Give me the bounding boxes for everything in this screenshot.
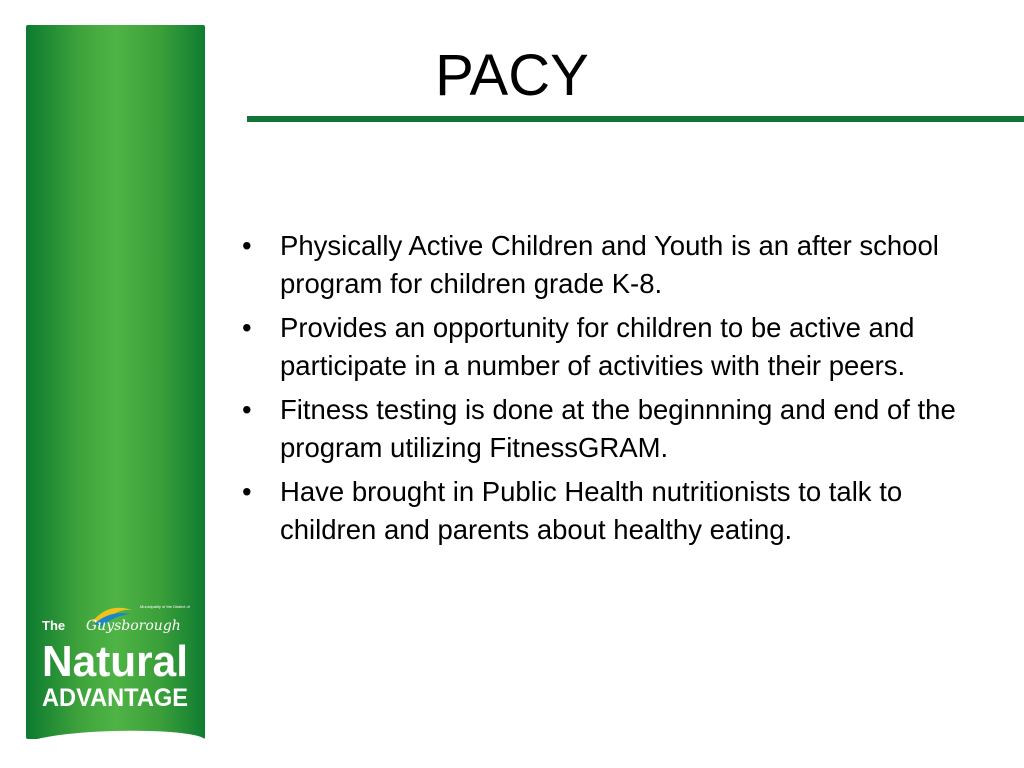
bullet-list bbox=[240, 227, 970, 555]
logo-municipality-text: Municipality of the District of bbox=[140, 604, 190, 609]
logo-graphic bbox=[40, 600, 192, 712]
list-item bbox=[240, 473, 970, 549]
title-underline-rule bbox=[247, 116, 1024, 122]
bullet-text: Physically Active Children and Youth is an after school program for children grade K-8. bbox=[280, 230, 939, 299]
logo-advantage-text: ADVANTAGE bbox=[42, 684, 188, 712]
bullet-text: Have brought in Public Health nutritionists to talk to children and parents about healthy eating. bbox=[280, 476, 903, 545]
logo-place-text: Guysborough bbox=[86, 618, 181, 634]
list-item bbox=[240, 309, 970, 385]
bullet-dot-icon: • bbox=[242, 230, 252, 261]
natural-advantage-logo bbox=[40, 600, 192, 712]
bullet-text: Provides an opportunity for children to be active and participate in a number of activities with their peers. bbox=[280, 312, 915, 381]
bullet-dot-icon: • bbox=[242, 394, 252, 425]
logo-natural-text: Natural bbox=[42, 637, 188, 686]
slide-title: PACY bbox=[435, 43, 589, 108]
bullet-dot-icon: • bbox=[242, 312, 252, 343]
list-item bbox=[240, 227, 970, 303]
logo-the-text: The bbox=[42, 618, 66, 633]
list-item bbox=[240, 391, 970, 467]
bullet-text: Fitness testing is done at the beginnning and end of the program utilizing FitnessGRAM. bbox=[280, 394, 956, 463]
bullet-dot-icon: • bbox=[242, 476, 252, 507]
